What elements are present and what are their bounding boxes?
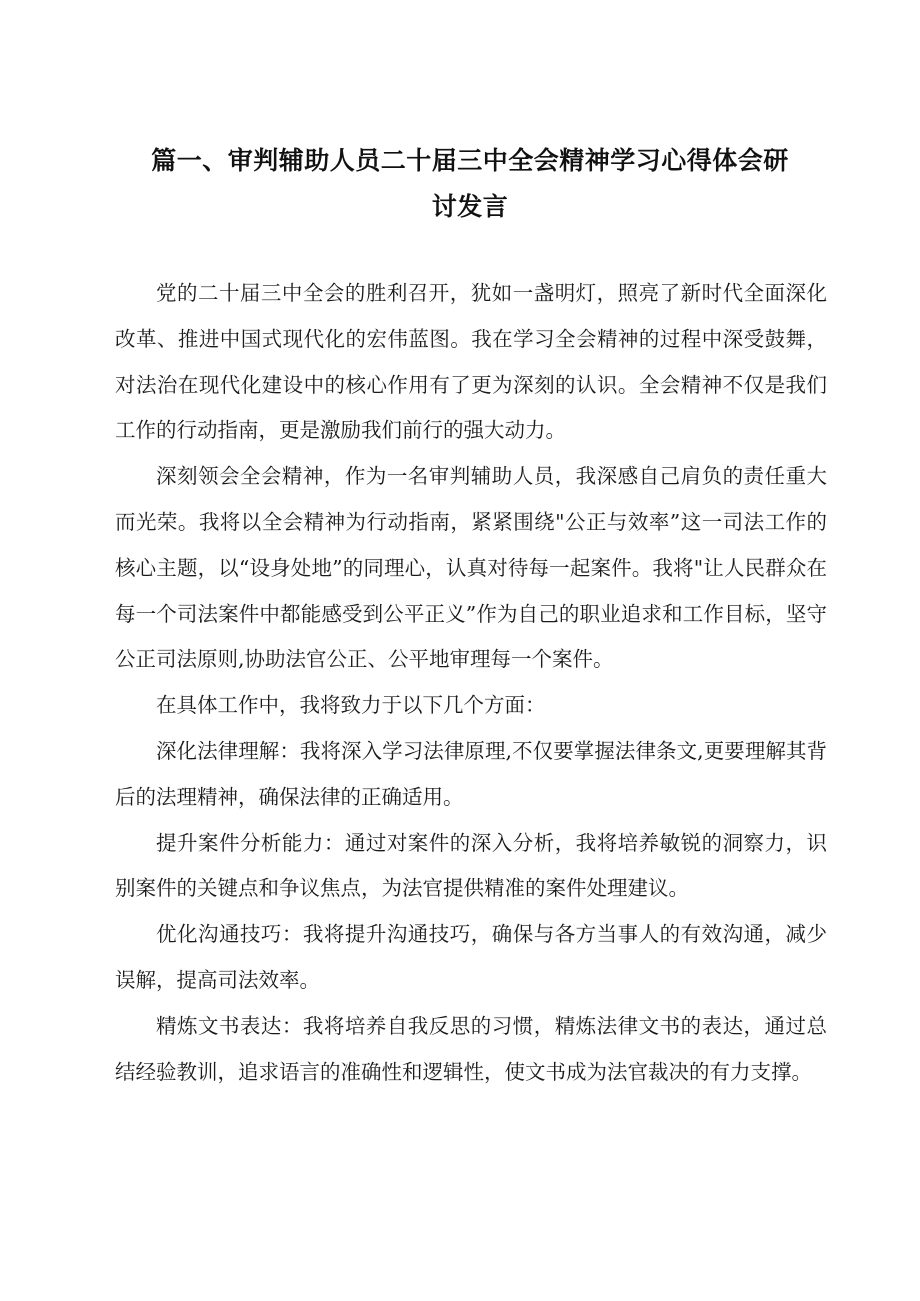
paragraph-case-analysis: 提升案件分析能力：通过对案件的深入分析，我将培养敏锐的洞察力，识别案件的关键点和争议焦点，为法官提供精准的案件处理建议。 bbox=[115, 830, 827, 901]
paragraph-document-writing: 精炼文书表达：我将培养自我反思的习惯，精炼法律文书的表达，通过总结经验教训，追求语言的准确性和逻辑性，使文书成为法官裁决的有力支撑。 bbox=[115, 1013, 827, 1084]
paragraph-aspects-lead: 在具体工作中，我将致力于以下几个方面： bbox=[156, 693, 546, 718]
paragraph-commitment: 深刻领会全会精神，作为一名审判辅助人员，我深感自己肩负的责任重大而光荣。我将以全会精神为行动指南，紧紧围绕"公正与效率”这一司法工作的核心主题，以“设身处地”的同理心，认真对待每一起案件。我将"让人民群众在每一个司法案件中都能感受到公平正义”作为自己的职业追求和工作目标，坚守公正司法原则,协助法官公正、公平地审理每一个案件。 bbox=[115, 464, 827, 672]
document-title-line-2: 讨发言 bbox=[431, 192, 509, 221]
paragraph-intro: 党的二十届三中全会的胜利召开，犹如一盏明灯，照亮了新时代全面深化改革、推进中国式现代化的宏伟蓝图。我在学习全会精神的过程中深受鼓舞，对法治在现代化建设中的核心作用有了更为深刻的认识。全会精神不仅是我们工作的行动指南，更是激励我们前行的强大动力。 bbox=[115, 281, 827, 443]
document-body bbox=[115, 271, 827, 1095]
paragraph-legal-understanding: 深化法律理解：我将深入学习法律原理,不仅要掌握法律条文,更要理解其背后的法理精神，确保法律的正确适用。 bbox=[115, 738, 827, 809]
paragraph-communication: 优化沟通技巧：我将提升沟通技巧，确保与各方当事人的有效沟通，减少误解，提高司法效率。 bbox=[115, 922, 827, 992]
document-title-line-1: 篇一、审判辅助人员二十届三中全会精神学习心得体会研 bbox=[151, 146, 789, 175]
